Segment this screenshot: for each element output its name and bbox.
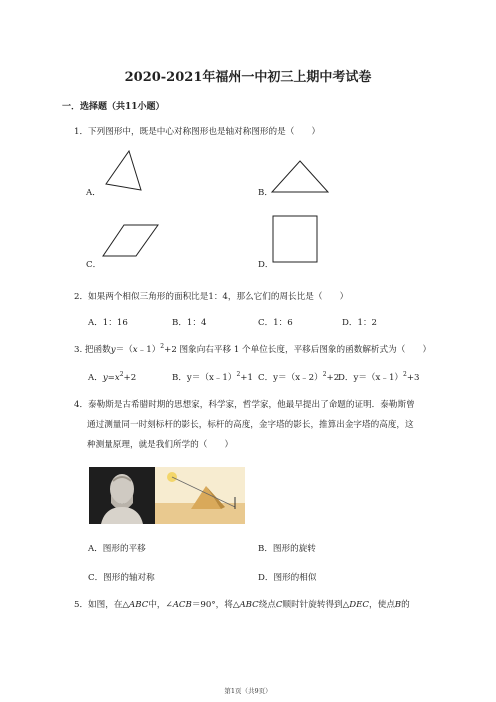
section-heading: 一．选择题（共11小题） xyxy=(62,102,165,112)
q3-stem-part: ＝（ xyxy=(115,345,133,355)
q4-option-a: A．图形的平移 xyxy=(88,544,146,554)
question-1-stem: 1．下列图形中，既是中心对称图形也是轴对称图形的是（ ） xyxy=(74,127,321,137)
q3-option-label: D． xyxy=(338,373,354,383)
q5-var: C xyxy=(275,600,283,610)
q3-var-y: y xyxy=(110,345,116,355)
q3-stem-part: 3. 把函数 xyxy=(74,345,111,355)
q3-var-x: x xyxy=(132,345,138,355)
q3-option-label: A． xyxy=(88,373,103,383)
q5-var: ACB xyxy=(172,600,192,610)
q3-option-tail: +1 xyxy=(240,373,253,383)
q4-option-b: B．图形的旋转 xyxy=(258,544,316,554)
q3-option-c xyxy=(258,371,339,383)
q3-option-a xyxy=(88,371,136,383)
q5-text: 5．如图，在△ xyxy=(74,600,130,610)
page-footer: 第1页（共9页） xyxy=(224,687,272,695)
q3-option-expr: y＝（x﹣1） xyxy=(353,373,404,383)
figure-square-d xyxy=(270,213,320,265)
q3-option-tail: +2 xyxy=(326,373,340,383)
q3-stem-part: +2 图象向右平移 1 个单位长度，平移后图象的函数解析式为（ ） xyxy=(164,345,432,355)
q3-exponent: 2 xyxy=(160,343,165,351)
figure-parallelogram-c xyxy=(100,222,162,260)
q5-text: 绕点 xyxy=(258,600,276,610)
question-5-stem xyxy=(74,598,410,610)
q3-option-sup: 2 xyxy=(403,371,407,379)
question-4-line-3: 种测量原理，就是我们所学的（ ） xyxy=(87,440,234,450)
q2-option-d: D．1：2 xyxy=(342,318,378,328)
q3-option-tail: +2 xyxy=(123,373,137,383)
question-2-stem: 2．如果两个相似三角形的面积比是1：4，那么它们的周长比是（ ） xyxy=(74,292,349,302)
q2-option-b: B．1：4 xyxy=(172,318,207,328)
q3-option-sup: 2 xyxy=(322,371,327,379)
figure-triangle-b xyxy=(268,158,332,196)
q1-option-a: A． xyxy=(86,188,101,198)
q2-option-c: C．1：6 xyxy=(258,318,293,328)
figure-thales-pyramid xyxy=(89,467,245,524)
q1-option-d: D． xyxy=(258,260,274,270)
q1-option-b: B． xyxy=(258,188,273,198)
figure-triangle-a xyxy=(103,148,143,194)
q3-stem-part: ﹣1） xyxy=(137,345,161,355)
q3-option-sup: 2 xyxy=(236,371,241,379)
q5-var: ABC xyxy=(129,600,149,610)
q5-var: DEC xyxy=(349,600,369,610)
q3-option-sup: 2 xyxy=(119,371,124,379)
q4-option-c: C．图形的轴对称 xyxy=(88,573,155,583)
q5-var: ABC xyxy=(239,600,259,610)
question-4-line-1: 4．泰勒斯是古希腊时期的思想家，科学家，哲学家，他最早提出了命题的证明．泰勒斯曾 xyxy=(74,400,415,410)
question-4-line-2: 通过测量同一时刻标杆的影长，标杆的高度，金字塔的影长，推算出金字塔的高度，这 xyxy=(87,420,414,430)
q5-text: ，使点 xyxy=(369,600,395,610)
q5-text: ＝90°，将△ xyxy=(191,600,240,610)
q3-option-d xyxy=(338,371,420,383)
q5-text: 中，∠ xyxy=(148,600,173,610)
q2-option-a: A．1：16 xyxy=(88,318,128,328)
q5-text: 的 xyxy=(401,600,410,610)
q3-option-expr: y＝（x﹣2） xyxy=(273,373,323,383)
q5-text: 顺时针旋转得到△ xyxy=(282,600,350,610)
page-title: 2020-2021年福州一中初三上期中考试卷 xyxy=(124,70,372,85)
q3-option-b xyxy=(172,371,253,383)
question-3-stem xyxy=(74,343,431,355)
q3-option-tail: +3 xyxy=(406,373,420,383)
q3-option-label: C． xyxy=(258,373,274,383)
q1-option-c: C． xyxy=(86,260,102,270)
q3-option-expr: y=x xyxy=(102,373,120,383)
q5-var: B xyxy=(394,600,402,610)
q3-option-label: B． xyxy=(172,373,187,383)
q3-option-expr: y＝（x﹣1） xyxy=(186,373,237,383)
q4-option-d: D．图形的相似 xyxy=(258,573,317,583)
